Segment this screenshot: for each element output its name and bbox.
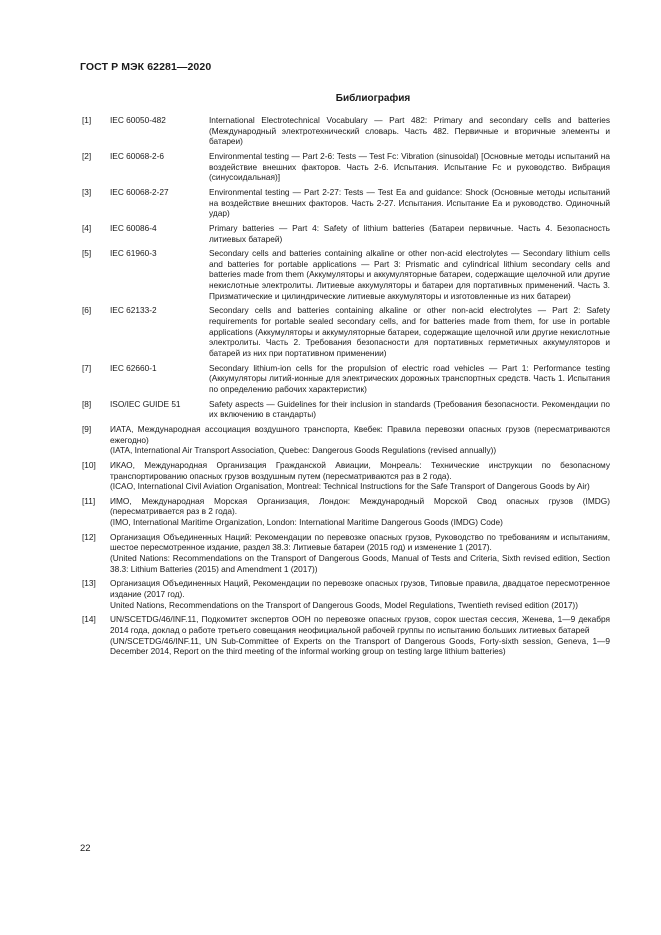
entry-number: [10]	[82, 459, 96, 470]
entry-number: [13]	[82, 578, 96, 589]
entry-standard-code: IEC 60068-2-6	[110, 150, 164, 161]
other-references	[82, 424, 610, 657]
bibliography-entry	[82, 248, 610, 301]
document-header: ГОСТ Р МЭК 62281—2020	[80, 61, 212, 73]
entry-standard-code: IEC 60086-4	[110, 222, 157, 233]
entry-text	[110, 614, 610, 656]
entry-paragraph: (IMO, International Maritime Organization, London: International Maritime Dangerous Goods (IMDG) Code)	[110, 517, 503, 528]
entry-number: [1]	[82, 115, 92, 125]
standards-references	[82, 115, 610, 420]
entry-paragraph: (United Nations: Recommendations on the Transport of Dangerous Goods, Manual of Tests and Criteria, Sixth revised edition, Section 38.3: Lithium Batteries (2015) and Amendment 1 (2017))	[110, 553, 610, 574]
entry-title: Safety aspects — Guidelines for their inclusion in standards (Требования безопасности. Рекомендации по их включению в стандарты)	[209, 398, 610, 420]
entry-standard-code: IEC 62133-2	[110, 305, 157, 316]
entry-standard-code: IEC 60068-2-27	[110, 186, 169, 197]
bibliography-entry	[82, 460, 610, 492]
entry-paragraph: ИАТА, Международная ассоциация воздушного транспорта, Квебек: Правила перевозки опасных грузов (пересматриваются ежегодно)	[110, 423, 610, 445]
entry-standard-code: IEC 60050-482	[110, 115, 166, 125]
entry-standard-code: IEC 61960-3	[110, 248, 157, 259]
entry-paragraph: ИМО, Международная Морская Организация, Лондон: Международный Морской Свод опасных грузов (IMDG) (пересматривается раз в 2 года).	[110, 495, 610, 517]
entry-text	[110, 578, 610, 610]
entry-paragraph: Организация Объединенных Наций, Рекомендации по перевозке опасных грузов, Типовые правила, двадцатое пересмотренное издание (2017 год).	[110, 578, 610, 599]
bibliography-entry	[82, 399, 610, 420]
entry-paragraph: (UN/SCETDG/46/INF.11, UN Sub-Committee of Experts on the Transport of Dangerous Goods, Forty-sixth session, Geneva, 1—9 December 2014, Report on the third meeting of the informal working group on testing large lithium batteries)	[110, 635, 610, 657]
entry-text	[110, 532, 610, 574]
entry-title: Environmental testing — Part 2-6: Tests — Test Fc: Vibration (sinusoidal) [Основные методы испытаний на воздействие внешних факторов. Часть 2-6. Испытания. Испытание Fc и руководство. Вибрация (синусоидальная)]	[209, 150, 610, 183]
entry-title: Environmental testing — Part 2-27: Tests — Test Ea and guidance: Shock (Основные методы испытаний на воздействие внешних факторов. Часть 2-27. Испытания. Испытание Ea и руководство. Одиночный удар)	[209, 186, 610, 219]
bibliography-entry	[82, 614, 610, 656]
entry-number: [6]	[82, 305, 92, 316]
entry-number: [14]	[82, 614, 96, 625]
bibliography-entry	[82, 532, 610, 574]
bibliography-entry	[82, 187, 610, 219]
entry-text	[110, 460, 610, 492]
entry-number: [11]	[82, 495, 96, 506]
entry-title: Secondary cells and batteries containing alkaline or other non-acid electrolytes — Secondary lithium cells and batteries for portable applications — Part 3: Prismatic and cylindrical lithium secondary cells and batteries made from them (Аккумуляторы и аккумуляторные батареи, содержащие щелочной или другие некислотные электролиты. Литиевые аккумуляторы и батареи для портативных применений. Часть 3. Призматические и цилиндрические литиевые аккумуляторы и изготовленные из них батареи)	[209, 248, 610, 301]
entry-standard-code: IEC 62660-1	[110, 362, 157, 373]
entry-paragraph: (ICAO, International Civil Aviation Organisation, Montreal: Technical Instructions for the Safe Transport of Dangerous Goods by Air)	[110, 481, 590, 492]
entry-paragraph: Организация Объединенных Наций: Рекомендации по перевозке опасных грузов, Руководство по требованиям и испытаниям, шестое пересмотренное издание, раздел 38.3: Литиевые батареи (2015 год) и изменение 1 (2017).	[110, 531, 610, 553]
bibliography-entry	[82, 578, 610, 610]
bibliography-entry	[82, 424, 610, 456]
bibliography-entry	[82, 305, 610, 358]
entry-paragraph: (IATA, International Air Transport Association, Quebec: Dangerous Goods Regulations (revised annually))	[110, 445, 497, 456]
entry-standard-code: ISO/IEC GUIDE 51	[110, 398, 181, 409]
entry-number: [3]	[82, 186, 92, 197]
bibliography-entry	[82, 115, 610, 147]
entry-number: [9]	[82, 423, 92, 434]
entry-number: [5]	[82, 248, 92, 259]
entry-number: [2]	[82, 150, 92, 161]
entry-text	[110, 424, 610, 456]
bibliography-entry	[82, 151, 610, 183]
entry-title: International Electrotechnical Vocabulary — Part 482: Primary and secondary cells and batteries (Международный электротехнический словарь. Часть 482. Первичные и вторичные элементы и батареи)	[209, 115, 610, 147]
entry-number: [7]	[82, 362, 92, 373]
entry-paragraph: ИКАО, Международная Организация Гражданской Авиации, Монреаль: Технические инструкции по безопасному транспортированию опасных грузов воздушным путем (пересматриваются раз в 2 года).	[110, 459, 610, 481]
entry-title: Secondary cells and batteries containing alkaline or other non-acid electrolytes — Part 2: Safety requirements for portable sealed secondary cells, and for batteries made from them, for use in portable applications (Аккумуляторы и аккумуляторные батареи, содержащие щелочной или другие некислотные электролиты. Часть 2. Требования безопасности для портативных герметичных аккумуляторов и батарей из них при портативном применении)	[209, 305, 611, 358]
entry-text	[110, 496, 610, 528]
entry-paragraph: UN/SCETDG/46/INF.11, Подкомитет экспертов ООН по перевозке опасных грузов, сорок шестая сессия, Женева, 1—9 декабря 2014 года, доклад о работе третьего совещания неофициальной рабочей группы по испытанию больших литиевых батарей	[110, 614, 610, 635]
entry-number: [4]	[82, 222, 92, 233]
bibliography-entry	[82, 223, 610, 244]
bibliography-entry	[82, 496, 610, 528]
entry-title: Secondary lithium-ion cells for the propulsion of electric road vehicles — Part 1: Performance testing (Аккумуляторы литий-ионные для электрических дорожных транспортных средств. Часть 1. Испытания по определению рабочих характеристик)	[209, 362, 610, 394]
entry-number: [12]	[82, 531, 96, 542]
entry-number: [8]	[82, 398, 92, 409]
entry-title: Primary batteries — Part 4: Safety of lithium batteries (Батареи первичные. Часть 4. Безопасность литиевых батарей)	[209, 222, 610, 244]
bibliography-entry	[82, 363, 610, 395]
bibliography-list	[82, 115, 610, 661]
page-number: 22	[80, 843, 91, 854]
page-title: Библиография	[335, 93, 411, 104]
entry-paragraph: United Nations, Recommendations on the Transport of Dangerous Goods, Model Regulations, Twentieth revised edition (2017))	[110, 599, 578, 610]
